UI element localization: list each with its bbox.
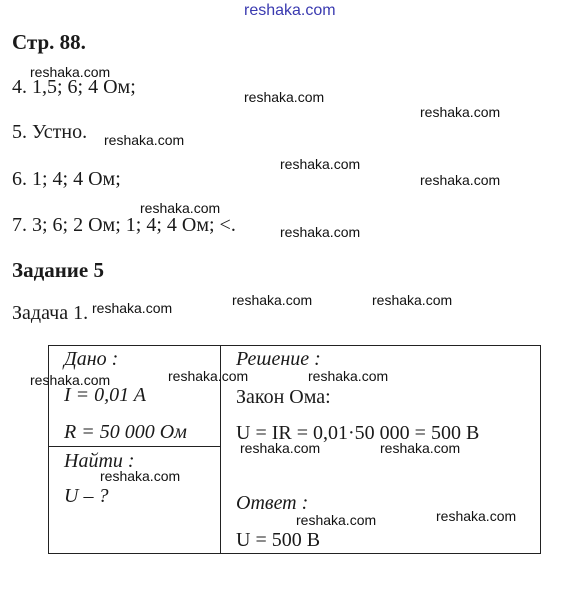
task-heading: Задание 5 [12, 258, 104, 282]
given-label: Дано : [64, 348, 119, 370]
watermark: reshaka.com [104, 132, 185, 148]
watermark: reshaka.com [92, 300, 173, 316]
watermark: reshaka.com [244, 89, 325, 105]
answer-line-5: 5. Устно. [12, 121, 88, 143]
find-label: Найти : [64, 450, 135, 472]
answer-value: U = 500 В [236, 529, 321, 551]
find-voltage: U – ? [64, 485, 109, 507]
given-resistance: R = 50 000 Ом [64, 421, 187, 443]
watermark: reshaka.com [420, 104, 501, 120]
page-title: Стр. 88. [12, 30, 86, 54]
watermark: reshaka.com [240, 440, 321, 456]
watermark: reshaka.com [436, 508, 517, 524]
watermark: reshaka.com [140, 200, 221, 216]
answer-line-6: 6. 1; 4; 4 Ом; [12, 168, 121, 190]
watermark: reshaka.com [232, 292, 313, 308]
watermark: reshaka.com [280, 156, 361, 172]
watermark: reshaka.com [420, 172, 501, 188]
given-current: I = 0,01 A [64, 384, 147, 406]
problem-label: Задача 1. [12, 302, 89, 324]
answer-line-4: 4. 1,5; 6; 4 Ом; [12, 76, 136, 98]
watermark: reshaka.com [372, 292, 453, 308]
solution-label: Решение : [236, 348, 321, 370]
answer-line-7: 7. 3; 6; 2 Ом; 1; 4; 4 Ом; <. [12, 214, 236, 236]
answer-label: Ответ : [236, 492, 309, 514]
ohms-law-label: Закон Ома: [236, 386, 331, 408]
watermark: reshaka.com [380, 440, 461, 456]
ohms-law-formula: U = IR = 0,01·50 000 = 500 В [236, 422, 480, 444]
watermark: reshaka.com [296, 512, 377, 528]
watermark: reshaka.com [280, 224, 361, 240]
watermark: reshaka.com [168, 368, 249, 384]
watermark: reshaka.com [100, 468, 181, 484]
watermark: reshaka.com [30, 64, 111, 80]
table-divider-horizontal [48, 446, 221, 447]
watermark: reshaka.com [308, 368, 389, 384]
watermark: reshaka.com [30, 372, 111, 388]
watermark-top: reshaka.com [244, 2, 336, 19]
